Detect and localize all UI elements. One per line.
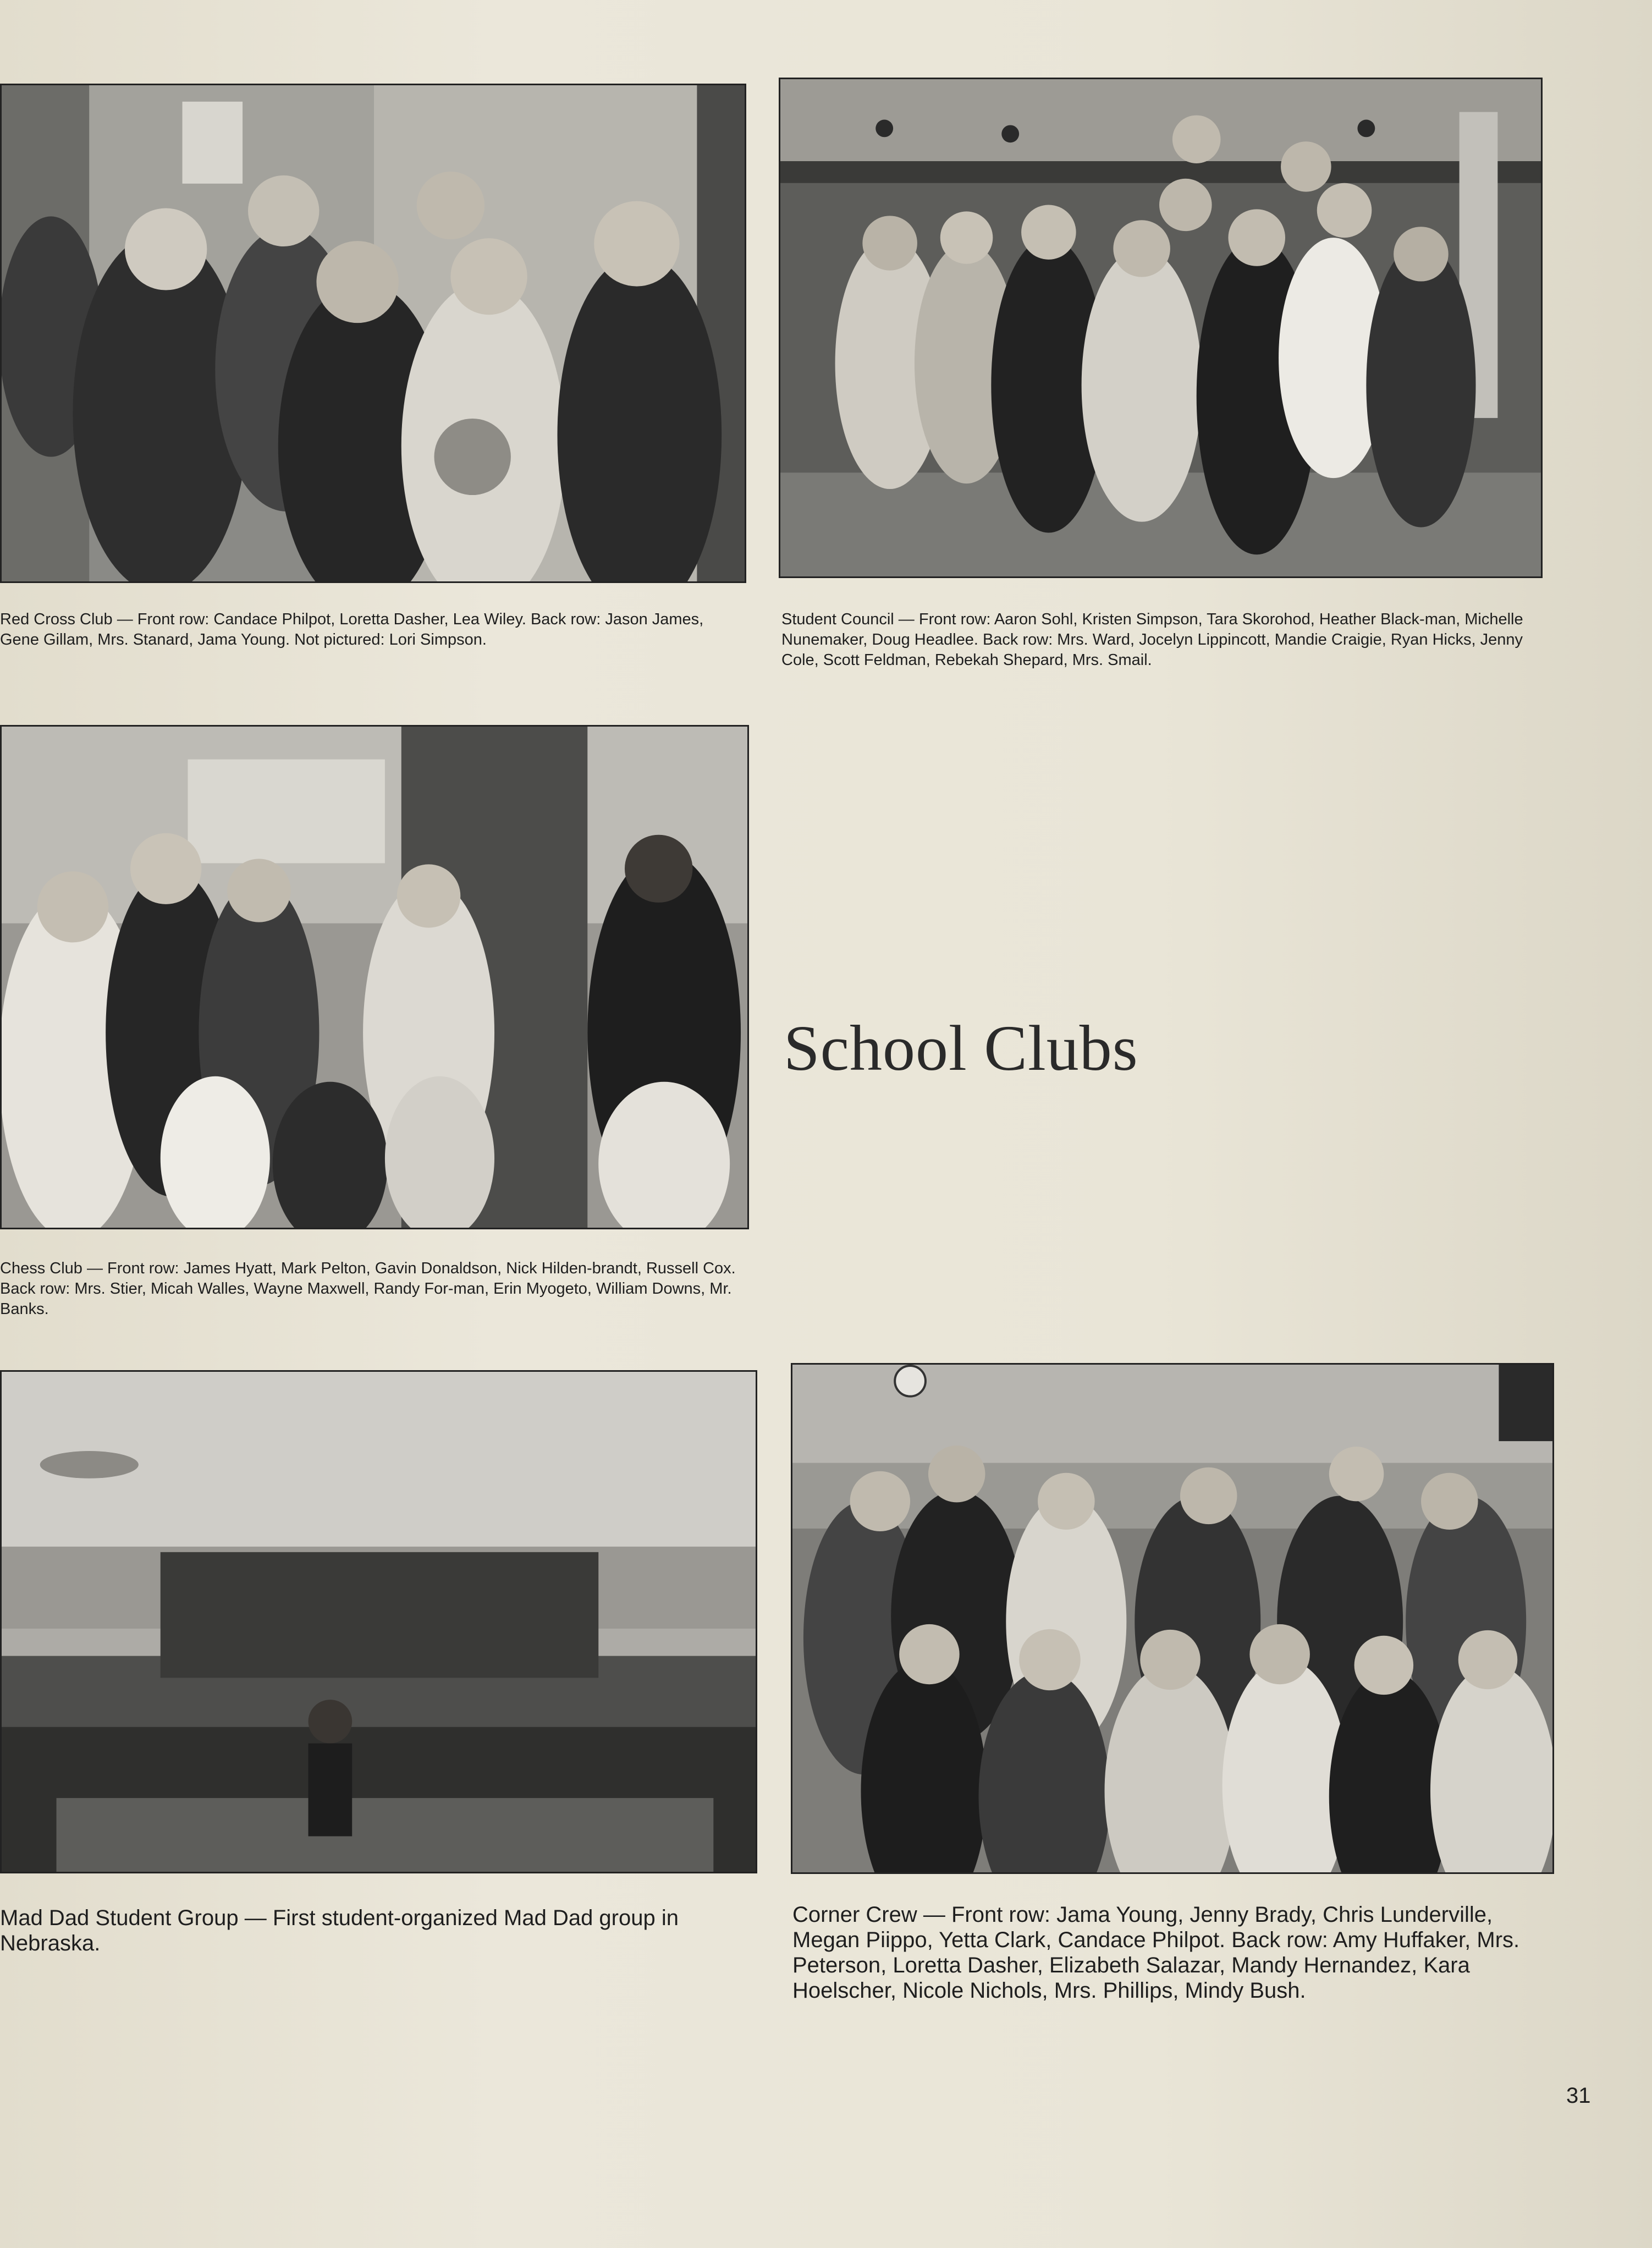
student-council-photo	[779, 78, 1543, 578]
red-cross-club-caption: Red Cross Club — Front row: Candace Philpot, Loretta Dasher, Lea Wiley. Back row: Jason James, Gene Gillam, Mrs. Stanard, Jama Young. Not pictured: Lori Simpson.	[0, 611, 704, 648]
chess-club-caption: Chess Club — Front row: James Hyatt, Mark Pelton, Gavin Donaldson, Nick Hilden-brandt, Russell Cox. Back row: Mrs. Stier, Micah Walles, Wayne Maxwell, Randy For-man, Erin Myogeto, William Downs, Mr. Banks.	[0, 1260, 736, 1318]
mad-dad-student-group-caption: Mad Dad Student Group — First student-organized Mad Dad group in Nebraska.	[0, 1906, 679, 1955]
corner-crew-photo	[791, 1363, 1554, 1874]
student-council-caption: Student Council — Front row: Aaron Sohl, Kristen Simpson, Tara Skorohod, Heather Black-man, Michelle Nunemaker, Doug Headlee. Back row: Mrs. Ward, Jocelyn Lippincott, Mandie Craigie, Ryan Hicks, Jenny Cole, Scott Feldman, Rebekah Shepard, Mrs. Smail.	[781, 611, 1523, 669]
mad-dad-student-group-photo	[0, 1370, 757, 1873]
corner-crew-caption: Corner Crew — Front row: Jama Young, Jenny Brady, Chris Lunderville, Megan Piippo, Yetta Clark, Candace Philpot. Back row: Amy Huffaker, Mrs. Peterson, Loretta Dasher, Elizabeth Salazar, Mandy Hernandez, Kara Hoelscher, Nicole Nichols, Mrs. Phillips, Mindy Bush.	[792, 1903, 1520, 2003]
page-number: 31	[1566, 2084, 1591, 2108]
page-title: School Clubs	[784, 1012, 1138, 1084]
chess-club-photo	[0, 725, 749, 1229]
red-cross-club-photo	[0, 84, 746, 583]
